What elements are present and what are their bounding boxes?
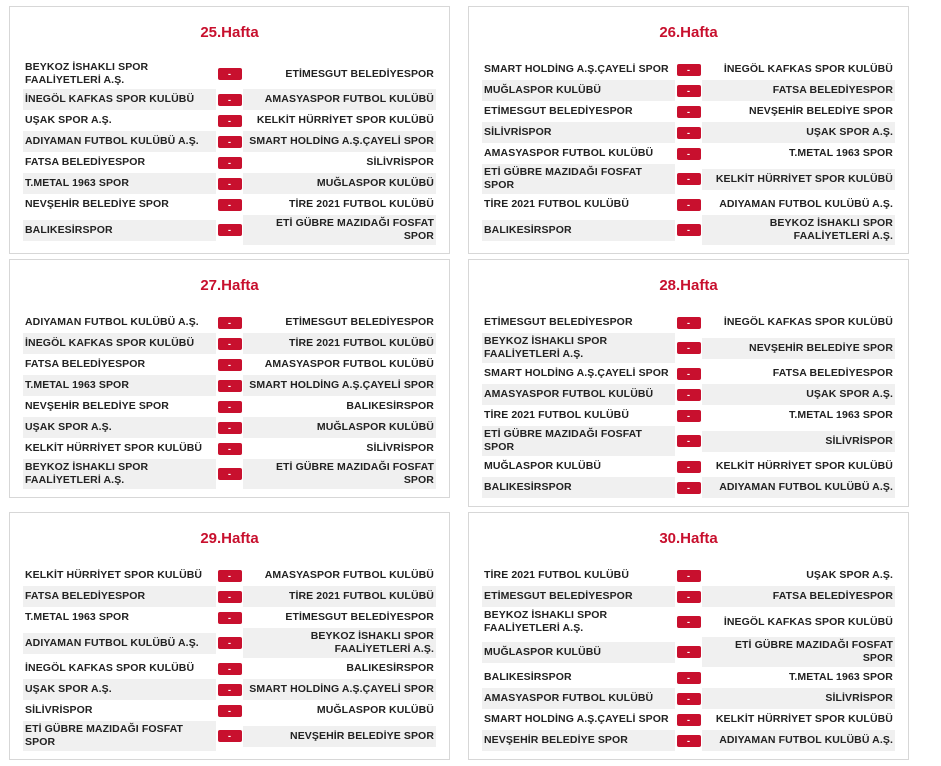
away-team: T.METAL 1963 SPOR bbox=[788, 409, 893, 421]
home-team: NEVŞEHİR BELEDİYE SPOR bbox=[25, 400, 169, 412]
home-team: SMART HOLDİNG A.Ş.ÇAYELİ SPOR bbox=[484, 63, 669, 75]
away-team: İNEGÖL KAFKAS SPOR KULÜBÜ bbox=[723, 63, 893, 75]
score-cell bbox=[675, 735, 703, 747]
score-badge[interactable]: - bbox=[218, 705, 242, 717]
away-team: İNEGÖL KAFKAS SPOR KULÜBÜ bbox=[723, 316, 893, 328]
home-team: BEYKOZ İSHAKLI SPOR FAALİYETLERİ A.Ş. bbox=[484, 609, 608, 634]
match-row[interactable] bbox=[23, 131, 436, 152]
match-row[interactable] bbox=[482, 607, 895, 637]
score-cell bbox=[675, 199, 703, 211]
score-badge[interactable]: - bbox=[218, 663, 242, 675]
week-title: 29.Hafta bbox=[200, 530, 259, 547]
score-badge[interactable]: - bbox=[677, 64, 701, 76]
score-cell bbox=[216, 663, 244, 675]
away-team: FATSA BELEDİYESPOR bbox=[702, 586, 895, 607]
home-team: BALIKESİRSPOR bbox=[482, 220, 675, 241]
score-cell bbox=[675, 64, 703, 76]
match-row[interactable] bbox=[23, 375, 436, 396]
home-team: FATSA BELEDİYESPOR bbox=[25, 358, 146, 370]
match-row[interactable] bbox=[23, 173, 436, 194]
score-cell bbox=[216, 359, 244, 371]
home-team: T.METAL 1963 SPOR bbox=[23, 375, 216, 396]
week-title: 28.Hafta bbox=[659, 277, 718, 294]
score-badge[interactable]: - bbox=[218, 422, 242, 434]
away-team: ETİ GÜBRE MAZIDAĞI FOSFAT SPOR bbox=[243, 459, 436, 489]
away-team: UŞAK SPOR A.Ş. bbox=[702, 122, 895, 143]
home-team: İNEGÖL KAFKAS SPOR KULÜBÜ bbox=[23, 89, 216, 110]
score-cell bbox=[216, 705, 244, 717]
home-team: ETİ GÜBRE MAZIDAĞI FOSFAT SPOR bbox=[482, 164, 675, 194]
match-list bbox=[469, 565, 908, 759]
away-team: AMASYASPOR FUTBOL KULÜBÜ bbox=[243, 89, 436, 110]
score-cell bbox=[216, 591, 244, 603]
away-team: SİLİVRİSPOR bbox=[702, 688, 895, 709]
score-badge[interactable]: - bbox=[677, 461, 701, 473]
home-team: SMART HOLDİNG A.Ş.ÇAYELİ SPOR bbox=[484, 367, 669, 379]
match-row[interactable] bbox=[23, 628, 436, 658]
match-row[interactable] bbox=[482, 122, 895, 143]
away-team: T.METAL 1963 SPOR bbox=[788, 147, 893, 159]
score-badge[interactable]: - bbox=[677, 368, 701, 380]
away-team: BALIKESİRSPOR bbox=[346, 400, 434, 412]
score-badge[interactable]: - bbox=[677, 435, 701, 447]
match-row[interactable] bbox=[23, 354, 436, 375]
score-cell bbox=[216, 68, 244, 80]
score-badge[interactable]: - bbox=[218, 157, 242, 169]
home-team: ADIYAMAN FUTBOL KULÜBÜ A.Ş. bbox=[25, 316, 199, 328]
home-team: UŞAK SPOR A.Ş. bbox=[23, 679, 216, 700]
score-badge[interactable]: - bbox=[677, 410, 701, 422]
home-team: TİRE 2021 FUTBOL KULÜBÜ bbox=[484, 198, 630, 210]
away-team: BALIKESİRSPOR bbox=[346, 662, 434, 674]
score-cell bbox=[216, 401, 244, 413]
home-team: NEVŞEHİR BELEDİYE SPOR bbox=[25, 198, 169, 210]
away-team: KELKİT HÜRRİYET SPOR KULÜBÜ bbox=[702, 169, 895, 190]
away-team: KELKİT HÜRRİYET SPOR KULÜBÜ bbox=[256, 114, 434, 126]
home-team: UŞAK SPOR A.Ş. bbox=[25, 114, 112, 126]
week-card bbox=[9, 6, 450, 254]
score-cell bbox=[675, 646, 703, 658]
match-row[interactable] bbox=[482, 194, 895, 215]
score-badge[interactable]: - bbox=[218, 136, 242, 148]
score-cell bbox=[216, 136, 244, 148]
home-team: KELKİT HÜRRİYET SPOR KULÜBÜ bbox=[25, 442, 203, 454]
match-row[interactable] bbox=[23, 417, 436, 438]
match-row[interactable] bbox=[23, 396, 436, 417]
score-badge[interactable]: - bbox=[218, 443, 242, 455]
score-cell bbox=[216, 94, 244, 106]
score-cell bbox=[216, 468, 244, 480]
score-badge[interactable]: - bbox=[677, 127, 701, 139]
score-badge[interactable]: - bbox=[677, 199, 701, 211]
score-badge[interactable]: - bbox=[677, 591, 701, 603]
score-badge[interactable]: - bbox=[677, 85, 701, 97]
match-list bbox=[469, 59, 908, 253]
score-badge[interactable]: - bbox=[677, 735, 701, 747]
away-team: NEVŞEHİR BELEDİYE SPOR bbox=[749, 105, 893, 117]
away-team: FATSA BELEDİYESPOR bbox=[772, 367, 893, 379]
home-team: TİRE 2021 FUTBOL KULÜBÜ bbox=[484, 569, 630, 581]
week-card bbox=[9, 259, 450, 498]
score-cell bbox=[675, 317, 703, 329]
away-team: İNEGÖL KAFKAS SPOR KULÜBÜ bbox=[723, 615, 893, 628]
home-team: ETİ GÜBRE MAZIDAĞI FOSFAT SPOR bbox=[482, 426, 675, 456]
score-badge[interactable]: - bbox=[677, 342, 701, 354]
score-cell bbox=[675, 85, 703, 97]
score-cell bbox=[675, 410, 703, 422]
score-badge[interactable]: - bbox=[218, 178, 242, 190]
score-cell bbox=[675, 570, 703, 582]
score-badge[interactable]: - bbox=[218, 68, 242, 80]
score-badge[interactable]: - bbox=[218, 94, 242, 106]
home-team: UŞAK SPOR A.Ş. bbox=[23, 417, 216, 438]
home-team: FATSA BELEDİYESPOR bbox=[25, 156, 146, 168]
score-cell bbox=[675, 368, 703, 380]
score-badge[interactable]: - bbox=[218, 199, 242, 211]
week-title: 25.Hafta bbox=[200, 24, 259, 41]
score-badge[interactable]: - bbox=[218, 359, 242, 371]
away-team: SİLİVRİSPOR bbox=[702, 431, 895, 452]
score-cell bbox=[216, 637, 244, 649]
score-cell bbox=[216, 730, 244, 742]
match-row[interactable] bbox=[482, 143, 895, 164]
home-team: FATSA BELEDİYESPOR bbox=[23, 586, 216, 607]
away-team: TİRE 2021 FUTBOL KULÜBÜ bbox=[288, 198, 434, 210]
home-team: SİLİVRİSPOR bbox=[25, 704, 93, 716]
score-badge[interactable]: - bbox=[677, 389, 701, 401]
score-badge[interactable]: - bbox=[218, 380, 242, 392]
score-cell bbox=[675, 482, 703, 494]
home-team: İNEGÖL KAFKAS SPOR KULÜBÜ bbox=[23, 333, 216, 354]
away-team: TİRE 2021 FUTBOL KULÜBÜ bbox=[243, 586, 436, 607]
match-row[interactable] bbox=[482, 565, 895, 586]
away-team: MUĞLASPOR KULÜBÜ bbox=[316, 704, 434, 716]
match-row[interactable] bbox=[482, 80, 895, 101]
match-row[interactable] bbox=[23, 607, 436, 628]
score-cell bbox=[675, 714, 703, 726]
home-team: MUĞLASPOR KULÜBÜ bbox=[482, 642, 675, 663]
score-cell bbox=[216, 443, 244, 455]
home-team: ADIYAMAN FUTBOL KULÜBÜ A.Ş. bbox=[23, 633, 216, 654]
match-row[interactable] bbox=[23, 110, 436, 131]
away-team: FATSA BELEDİYESPOR bbox=[702, 80, 895, 101]
home-team: ADIYAMAN FUTBOL KULÜBÜ A.Ş. bbox=[23, 131, 216, 152]
score-badge[interactable]: - bbox=[677, 616, 701, 628]
score-cell bbox=[675, 461, 703, 473]
score-cell bbox=[216, 178, 244, 190]
away-team: SMART HOLDİNG A.Ş.ÇAYELİ SPOR bbox=[243, 131, 436, 152]
score-cell bbox=[675, 342, 703, 354]
week-card bbox=[468, 512, 909, 760]
match-row[interactable] bbox=[23, 658, 436, 679]
home-team: ETİMESGUT BELEDİYESPOR bbox=[482, 586, 675, 607]
week-card bbox=[468, 259, 909, 507]
away-team: T.METAL 1963 SPOR bbox=[788, 671, 893, 683]
score-cell bbox=[675, 616, 703, 628]
home-team: KELKİT HÜRRİYET SPOR KULÜBÜ bbox=[25, 569, 203, 581]
home-team: AMASYASPOR FUTBOL KULÜBÜ bbox=[484, 147, 654, 159]
match-row[interactable] bbox=[23, 459, 436, 489]
away-team: BEYKOZ İSHAKLI SPOR FAALİYETLERİ A.Ş. bbox=[702, 215, 895, 245]
score-cell bbox=[216, 199, 244, 211]
match-row[interactable] bbox=[482, 59, 895, 80]
score-cell bbox=[675, 435, 703, 447]
match-row[interactable] bbox=[23, 59, 436, 89]
home-team: SMART HOLDİNG A.Ş.ÇAYELİ SPOR bbox=[484, 713, 669, 725]
score-cell bbox=[216, 115, 244, 127]
score-badge[interactable]: - bbox=[677, 106, 701, 118]
home-team: NEVŞEHİR BELEDİYE SPOR bbox=[482, 730, 675, 751]
match-row[interactable] bbox=[23, 700, 436, 721]
match-row[interactable] bbox=[23, 679, 436, 700]
away-team: KELKİT HÜRRİYET SPOR KULÜBÜ bbox=[715, 460, 893, 472]
score-badge[interactable]: - bbox=[677, 570, 701, 582]
score-badge[interactable]: - bbox=[218, 468, 242, 480]
match-row[interactable] bbox=[23, 721, 436, 751]
match-row[interactable] bbox=[482, 215, 895, 245]
match-row[interactable] bbox=[23, 89, 436, 110]
match-list bbox=[10, 59, 449, 253]
home-team: İNEGÖL KAFKAS SPOR KULÜBÜ bbox=[25, 662, 195, 674]
home-team: T.METAL 1963 SPOR bbox=[23, 173, 216, 194]
home-team: TİRE 2021 FUTBOL KULÜBÜ bbox=[484, 409, 630, 421]
score-badge[interactable]: - bbox=[218, 224, 242, 236]
match-row[interactable] bbox=[23, 586, 436, 607]
score-cell bbox=[675, 173, 703, 185]
home-team: ETİMESGUT BELEDİYESPOR bbox=[484, 105, 633, 117]
score-badge[interactable]: - bbox=[218, 684, 242, 696]
away-team: KELKİT HÜRRİYET SPOR KULÜBÜ bbox=[715, 713, 893, 725]
week-title: 27.Hafta bbox=[200, 277, 259, 294]
score-cell bbox=[216, 338, 244, 350]
score-badge[interactable]: - bbox=[677, 672, 701, 684]
away-team: ADIYAMAN FUTBOL KULÜBÜ A.Ş. bbox=[702, 477, 895, 498]
match-row[interactable] bbox=[482, 363, 895, 384]
away-team: AMASYASPOR FUTBOL KULÜBÜ bbox=[264, 569, 434, 581]
away-team: ETİMESGUT BELEDİYESPOR bbox=[285, 67, 434, 80]
match-list bbox=[10, 565, 449, 759]
match-row[interactable] bbox=[482, 477, 895, 498]
home-team: BALIKESİRSPOR bbox=[23, 220, 216, 241]
away-team: SMART HOLDİNG A.Ş.ÇAYELİ SPOR bbox=[243, 679, 436, 700]
score-cell bbox=[675, 127, 703, 139]
score-cell bbox=[675, 148, 703, 160]
score-badge[interactable]: - bbox=[677, 482, 701, 494]
match-list bbox=[10, 312, 449, 497]
score-badge[interactable]: - bbox=[677, 646, 701, 658]
score-badge[interactable]: - bbox=[218, 637, 242, 649]
match-row[interactable] bbox=[482, 426, 895, 456]
away-team: TİRE 2021 FUTBOL KULÜBÜ bbox=[243, 333, 436, 354]
match-row[interactable] bbox=[482, 730, 895, 751]
away-team: SİLİVRİSPOR bbox=[366, 156, 434, 168]
match-row[interactable] bbox=[482, 709, 895, 730]
match-row[interactable] bbox=[482, 637, 895, 667]
match-list bbox=[469, 312, 908, 506]
away-team: ETİMESGUT BELEDİYESPOR bbox=[285, 611, 434, 623]
score-badge[interactable]: - bbox=[218, 115, 242, 127]
home-team: AMASYASPOR FUTBOL KULÜBÜ bbox=[482, 384, 675, 405]
score-badge[interactable]: - bbox=[218, 401, 242, 413]
match-row[interactable] bbox=[482, 384, 895, 405]
match-row[interactable] bbox=[482, 456, 895, 477]
match-row[interactable] bbox=[23, 312, 436, 333]
match-row[interactable] bbox=[482, 667, 895, 688]
away-team: MUĞLASPOR KULÜBÜ bbox=[243, 417, 436, 438]
away-team: UŞAK SPOR A.Ş. bbox=[806, 569, 893, 581]
score-badge[interactable]: - bbox=[218, 730, 242, 742]
score-cell bbox=[675, 224, 703, 236]
score-badge[interactable]: - bbox=[677, 224, 701, 236]
score-badge[interactable]: - bbox=[677, 173, 701, 185]
match-row[interactable] bbox=[23, 152, 436, 173]
score-cell bbox=[216, 612, 244, 624]
away-team: SMART HOLDİNG A.Ş.ÇAYELİ SPOR bbox=[243, 375, 436, 396]
home-team: AMASYASPOR FUTBOL KULÜBÜ bbox=[482, 688, 675, 709]
score-cell bbox=[216, 684, 244, 696]
match-row[interactable] bbox=[482, 101, 895, 122]
away-team: UŞAK SPOR A.Ş. bbox=[702, 384, 895, 405]
away-team: NEVŞEHİR BELEDİYE SPOR bbox=[243, 726, 436, 747]
home-team: BALIKESİRSPOR bbox=[482, 477, 675, 498]
score-cell bbox=[675, 591, 703, 603]
match-row[interactable] bbox=[482, 688, 895, 709]
match-row[interactable] bbox=[482, 405, 895, 426]
match-row[interactable] bbox=[482, 333, 895, 363]
score-cell bbox=[675, 693, 703, 705]
match-row[interactable] bbox=[23, 438, 436, 459]
home-team: BEYKOZ İSHAKLI SPOR FAALİYETLERİ A.Ş. bbox=[482, 333, 675, 363]
match-row[interactable] bbox=[23, 215, 436, 245]
away-team: MUĞLASPOR KULÜBÜ bbox=[243, 173, 436, 194]
score-badge[interactable]: - bbox=[677, 148, 701, 160]
score-cell bbox=[216, 224, 244, 236]
away-team: ETİ GÜBRE MAZIDAĞI FOSFAT SPOR bbox=[243, 215, 436, 245]
week-title: 26.Hafta bbox=[659, 24, 718, 41]
score-cell bbox=[216, 317, 244, 329]
home-team: BEYKOZ İSHAKLI SPOR FAALİYETLERİ A.Ş. bbox=[25, 61, 149, 86]
match-row[interactable] bbox=[23, 333, 436, 354]
week-card bbox=[468, 6, 909, 254]
score-badge[interactable]: - bbox=[677, 693, 701, 705]
score-cell bbox=[675, 389, 703, 401]
home-team: MUĞLASPOR KULÜBÜ bbox=[482, 80, 675, 101]
score-cell bbox=[216, 380, 244, 392]
away-team: NEVŞEHİR BELEDİYE SPOR bbox=[702, 338, 895, 359]
score-cell bbox=[675, 672, 703, 684]
score-badge[interactable]: - bbox=[218, 570, 242, 582]
match-row[interactable] bbox=[482, 164, 895, 194]
score-cell bbox=[216, 570, 244, 582]
home-team: BALIKESİRSPOR bbox=[484, 671, 572, 683]
away-team: ADIYAMAN FUTBOL KULÜBÜ A.Ş. bbox=[719, 198, 893, 210]
away-team: BEYKOZ İSHAKLI SPOR FAALİYETLERİ A.Ş. bbox=[243, 628, 436, 658]
away-team: ADIYAMAN FUTBOL KULÜBÜ A.Ş. bbox=[702, 730, 895, 751]
score-cell bbox=[675, 106, 703, 118]
away-team: ETİ GÜBRE MAZIDAĞI FOSFAT SPOR bbox=[702, 637, 895, 667]
away-team: SİLİVRİSPOR bbox=[366, 442, 434, 454]
away-team: AMASYASPOR FUTBOL KULÜBÜ bbox=[264, 358, 434, 370]
home-team: BEYKOZ İSHAKLI SPOR FAALİYETLERİ A.Ş. bbox=[23, 459, 216, 489]
score-badge[interactable]: - bbox=[677, 317, 701, 329]
away-team: ETİMESGUT BELEDİYESPOR bbox=[285, 316, 434, 328]
score-badge[interactable]: - bbox=[218, 591, 242, 603]
match-row[interactable] bbox=[482, 586, 895, 607]
score-cell bbox=[216, 157, 244, 169]
home-team: MUĞLASPOR KULÜBÜ bbox=[484, 460, 602, 472]
score-badge[interactable]: - bbox=[218, 338, 242, 350]
score-badge[interactable]: - bbox=[218, 612, 242, 624]
home-team: T.METAL 1963 SPOR bbox=[25, 611, 130, 623]
match-row[interactable] bbox=[482, 312, 895, 333]
week-title: 30.Hafta bbox=[659, 530, 718, 547]
home-team: ETİ GÜBRE MAZIDAĞI FOSFAT SPOR bbox=[23, 721, 216, 751]
score-badge[interactable]: - bbox=[218, 317, 242, 329]
score-cell bbox=[216, 422, 244, 434]
match-row[interactable] bbox=[23, 194, 436, 215]
score-badge[interactable]: - bbox=[677, 714, 701, 726]
home-team: SİLİVRİSPOR bbox=[482, 122, 675, 143]
match-row[interactable] bbox=[23, 565, 436, 586]
week-card bbox=[9, 512, 450, 760]
home-team: ETİMESGUT BELEDİYESPOR bbox=[484, 316, 633, 328]
